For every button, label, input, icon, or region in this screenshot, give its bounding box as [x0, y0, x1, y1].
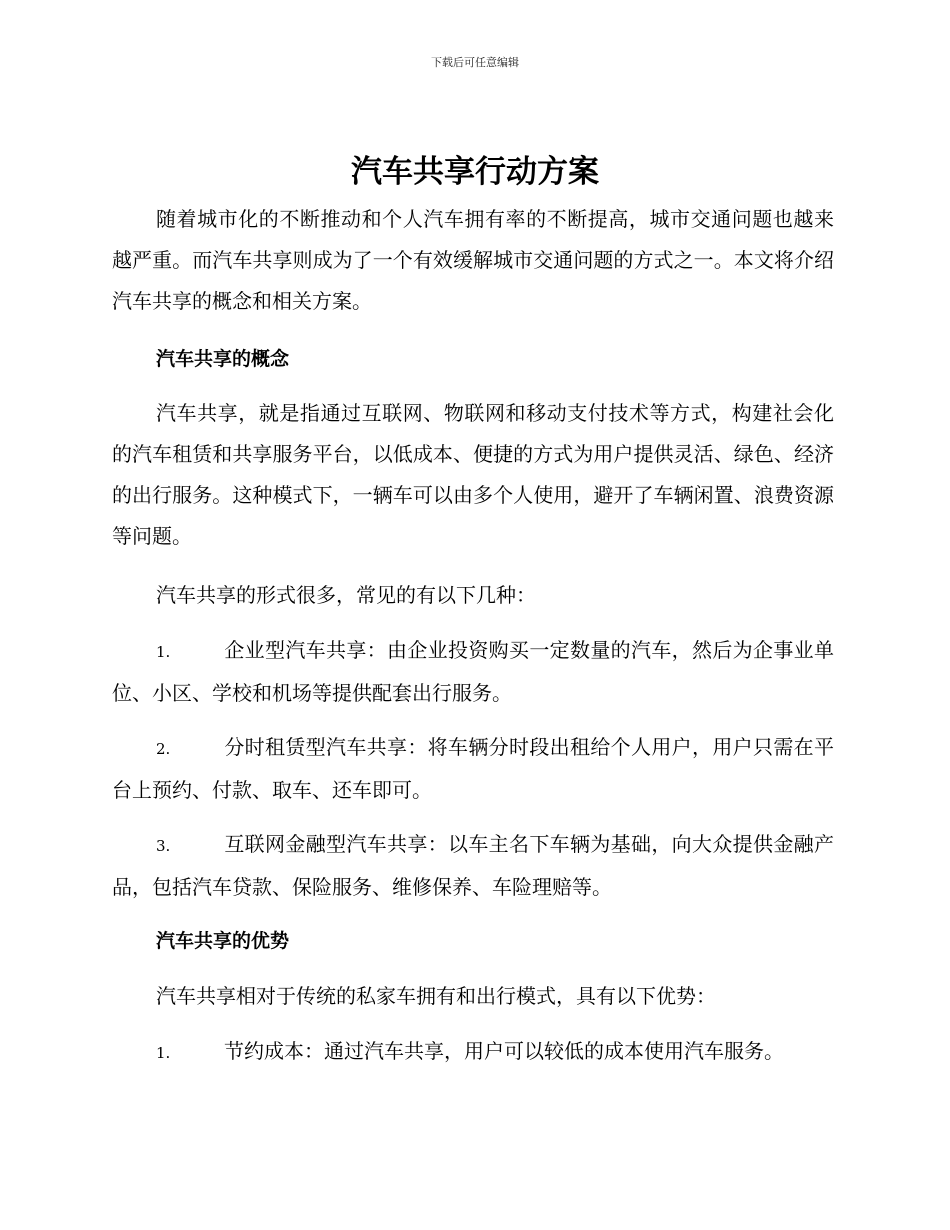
- section-heading-concept: 汽车共享的概念: [156, 348, 290, 370]
- intro-paragraph: 随着城市化的不断推动和个人汽车拥有率的不断提高，城市交通问题也越来越严重。而汽车共享则成为了一个有效缓解城市交通问题的方式之一。本文将介绍汽车共享的概念和相关方案。: [112, 207, 834, 313]
- document-title: 汽车共享行动方案: [351, 154, 599, 190]
- concept-paragraph: 汽车共享，就是指通过互联网、物联网和移动支付技术等方式，构建社会化的汽车租赁和共享服务平台，以低成本、便捷的方式为用户提供灵活、绿色、经济的出行服务。这种模式下，一辆车可以由多个人使用，避开了车辆闲置、浪费资源等问题。: [112, 401, 834, 548]
- advantages-intro-paragraph: 汽车共享相对于传统的私家车拥有和出行模式，具有以下优势：: [156, 984, 716, 1008]
- forms-intro-paragraph: 汽车共享的形式很多，常见的有以下几种：: [156, 583, 536, 607]
- list-item-number: 2.: [156, 740, 171, 758]
- list-item-number: 1.: [156, 643, 171, 661]
- header-note: 下载后可任意编辑: [431, 56, 519, 69]
- list-item-text: 分时租赁型汽车共享：将车辆分时段出租给个人用户，用户只需在平台上预约、付款、取车、还车即可。: [112, 735, 834, 802]
- list-item: [112, 824, 834, 908]
- list-item: [112, 1031, 834, 1074]
- list-item-text: 节约成本：通过汽车共享，用户可以较低的成本使用汽车服务。: [224, 1039, 784, 1063]
- section-heading-advantages: 汽车共享的优势: [156, 930, 290, 952]
- list-item-text: 企业型汽车共享：由企业投资购买一定数量的汽车，然后为企事业单位、小区、学校和机场等提供配套出行服务。: [112, 638, 834, 705]
- list-item: [112, 630, 834, 714]
- list-item-number: 1.: [156, 1044, 171, 1062]
- list-item: [112, 727, 834, 811]
- list-item-number: 3.: [156, 837, 171, 855]
- list-item-text: 互联网金融型汽车共享：以车主名下车辆为基础，向大众提供金融产品，包括汽车贷款、保险服务、维修保养、车险理赔等。: [112, 832, 834, 899]
